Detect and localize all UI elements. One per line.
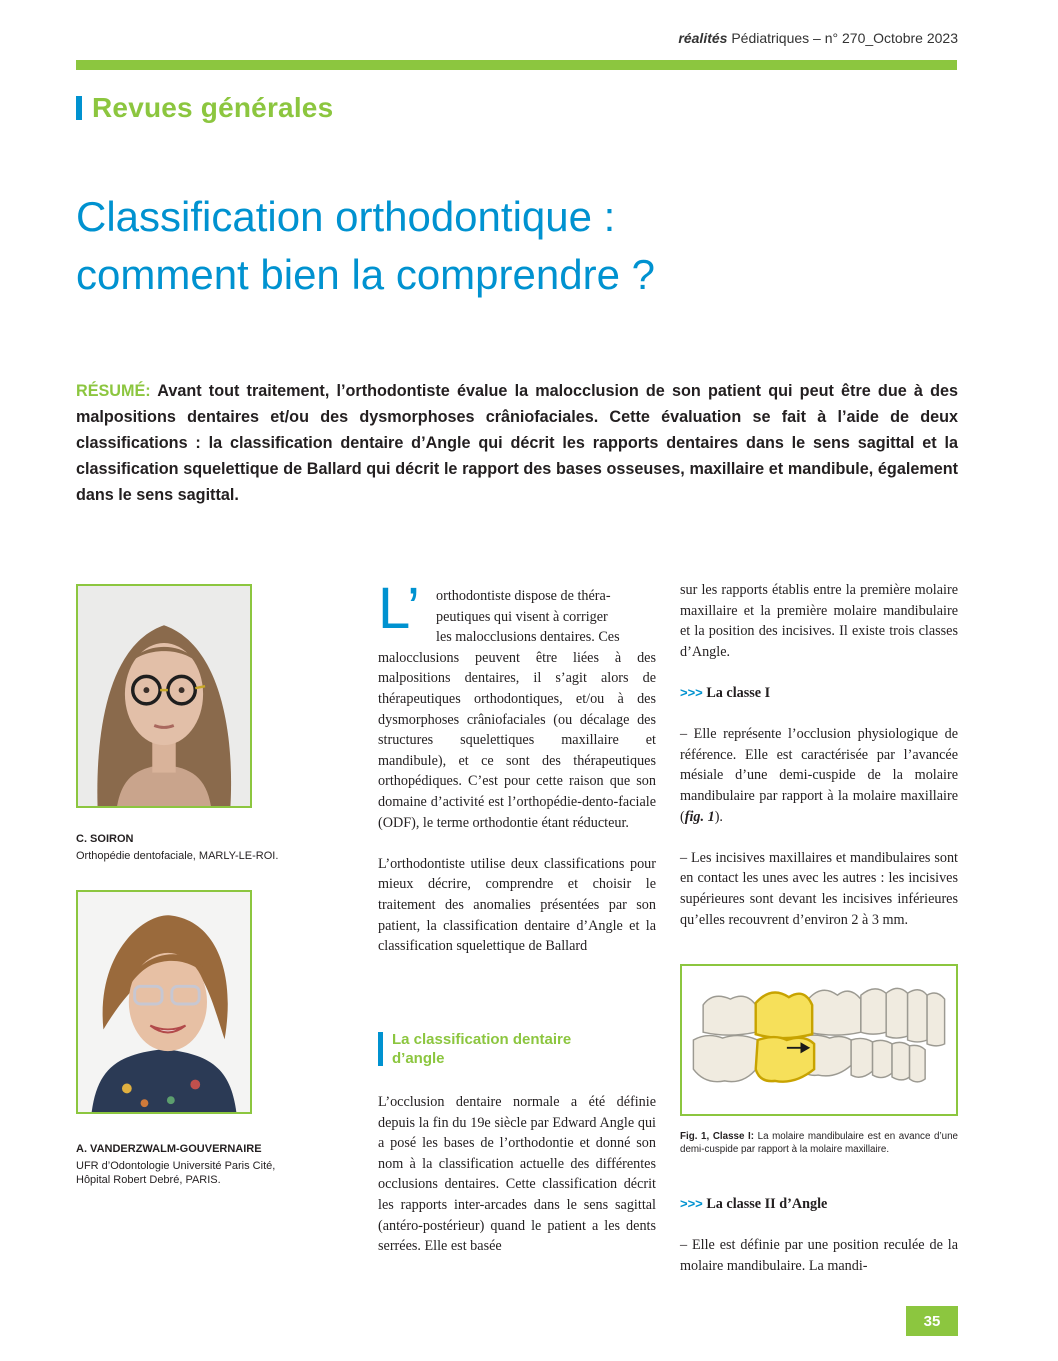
- body-paragraph: sur les rapports établis entre la première molaire maxillaire et la première molaire mandibulaire et la position des incisives. Il existe trois classes d’Angle.: [680, 582, 958, 660]
- abstract-text: Avant tout traitement, l’orthodontiste évalue la malocclusion de son patient qui peut être due à des malpositions dentaires et/ou des dysmorphoses crâniofaciales. Cette évaluation se fait à l’aide de deux classifications : la classification dentaire d’Angle qui décrit les rapports dentaires dans le sens sagittal et la classification squelettique de Ballard qui décrit le rapport des bases osseuses, maxillaire et mandibule, également dans le sens sagittal.: [76, 382, 958, 504]
- figure-1-caption: [680, 1130, 958, 1156]
- author-affiliation-1: Orthopédie dentofaciale, MARLY-LE-ROI.: [76, 850, 279, 862]
- heading-classe-1: [680, 683, 958, 704]
- drop-cap: L’: [378, 576, 420, 641]
- journal-name: réalités: [678, 30, 728, 46]
- subsection-marker: [378, 1032, 383, 1066]
- heading-text: La classe I: [702, 684, 771, 701]
- abstract: [76, 378, 958, 508]
- subsection-title-line: La classification dentaire: [392, 1031, 572, 1048]
- intro-paragraph: [378, 576, 656, 833]
- top-rule: [76, 60, 957, 70]
- arrows-icon: >>>: [680, 1196, 703, 1211]
- section-marker: [76, 96, 82, 120]
- figure-reference: fig. 1: [684, 808, 715, 825]
- intro-line: peutiques qui visent à corriger: [436, 608, 608, 625]
- body-paragraph: [680, 724, 958, 827]
- paragraph-text: ).: [714, 808, 723, 825]
- running-header: [678, 30, 958, 46]
- affiliation-line: UFR d’Odontologie Université Paris Cité,: [76, 1160, 276, 1172]
- affiliation-line: Hôpital Robert Debré, PARIS.: [76, 1174, 221, 1186]
- intro-line: les malocclusions dentaires. Ces: [436, 629, 620, 646]
- abstract-label: RÉSUMÉ:: [76, 382, 151, 400]
- author-photo-vanderzwalm: [76, 890, 252, 1114]
- body-column-2-continued: [378, 1092, 656, 1277]
- arrows-icon: >>>: [680, 684, 703, 700]
- body-paragraph: – Les incisives maxillaires et mandibulaires sont en contact les unes avec les autres : les incisives supérieures sont devant les incisives inférieures qu’elles recouvrent d’environ 2 à 3 mm.: [680, 849, 958, 928]
- paragraph-text: – Elle représente l’occlusion physiologique de référence. Elle est caractérisée par l’avancée mésiale d’une demi-cuspide de la molaire mandibulaire par rapport à la molaire maxillaire (: [680, 726, 958, 825]
- body-column-2: [378, 576, 656, 977]
- article-title: [76, 188, 976, 304]
- subsection-title-line: d’angle: [392, 1050, 445, 1067]
- section-tag: [76, 92, 333, 124]
- caption-text: La molaire mandibulaire est en avance d’une demi-cuspide par rapport à la molaire maxillaire.: [680, 1131, 958, 1155]
- body-paragraph: – Elle est définie par une position reculée de la molaire mandibulaire. La mandi-: [680, 1237, 958, 1274]
- page-number: 35: [906, 1306, 958, 1336]
- title-line-1: Classification orthodontique :: [76, 193, 616, 240]
- author-affiliation-2: [76, 1159, 336, 1187]
- title-line-2: comment bien la comprendre ?: [76, 251, 655, 298]
- heading-classe-2: [680, 1194, 958, 1215]
- figure-1-teeth-illustration: [680, 964, 958, 1116]
- author-name-2: A. VANDERZWALM-GOUVERNAIRE: [76, 1143, 262, 1155]
- heading-text: La classe II d’Angle: [702, 1196, 828, 1212]
- subsection-heading: [378, 1030, 571, 1068]
- author-name-1: C. SOIRON: [76, 833, 134, 845]
- issue-info: Pédiatriques – n° 270_Octobre 2023: [727, 30, 958, 46]
- intro-line: orthodontiste dispose de théra-: [436, 588, 611, 604]
- body-paragraph: L’orthodontiste utilise deux classifications pour mieux décrire, comprendre et choisir le traitement des anomalies présentées par son patient, la classification dentaire d’Angle et la classification squelettique de Ballard: [378, 855, 656, 955]
- body-paragraph: malocclusions peuvent être liées à des malpositions dentaires, il s’agit alors de thérapeutiques orthodontiques, et/ou à des dysmorphoses crâniofaciales (ou décalage des structures squelettiques maxillaire et mandibule), et ce sont des thérapeutiques orthopédiques. C’est pour cette raison que son domaine d’activité est l’orthopédie-dento-faciale (ODF), le terme orthodontie étant réducteur.: [378, 649, 656, 831]
- body-paragraph: L’occlusion dentaire normale a été définie depuis la fin du 19e siècle par Edward Angle qui a posé les bases de l’orthodontie et donné son nom à la classification actuelle des différentes occlusions dentaires. Cette classification décrit les rapports inter-arcades dans le sens sagittal (antéro-postérieur) quand le patient a les dents serrées. Elle est basée: [378, 1094, 656, 1255]
- author-photo-soiron: [76, 584, 252, 808]
- section-label: Revues générales: [92, 92, 334, 123]
- body-column-3: [680, 580, 958, 951]
- caption-label: Fig. 1, Classe I:: [680, 1131, 755, 1142]
- body-column-3-continued: [680, 1194, 958, 1297]
